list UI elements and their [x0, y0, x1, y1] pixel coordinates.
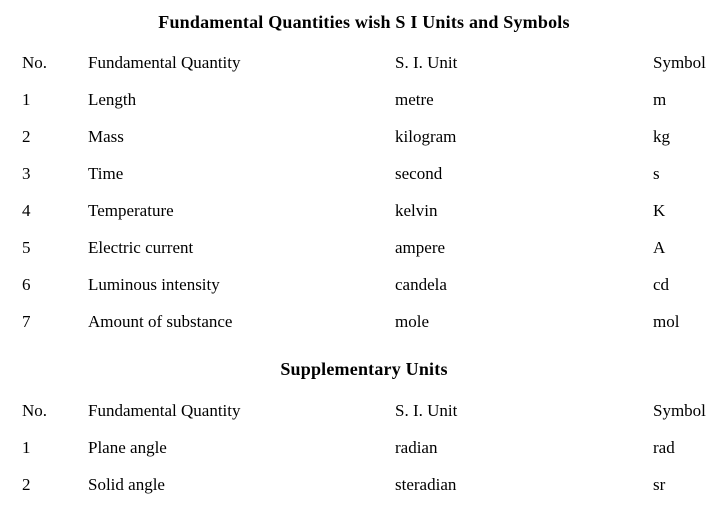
table-header-row [0, 392, 728, 429]
cell-symbol: A [653, 237, 666, 257]
cell-symbol: rad [653, 437, 675, 457]
fundamental-quantities-table [0, 44, 728, 340]
column-header-symbol: Symbol [653, 52, 706, 72]
cell-si-unit: second [395, 163, 443, 183]
cell-quantity: Length [88, 89, 137, 109]
cell-quantity: Temperature [88, 200, 174, 220]
table-row [0, 429, 728, 466]
supplementary-units-table [0, 392, 728, 503]
column-header-si-unit: S. I. Unit [395, 52, 458, 72]
cell-symbol: s [653, 163, 660, 183]
cell-si-unit: kelvin [395, 200, 438, 220]
cell-no: 6 [22, 274, 31, 294]
cell-symbol: mol [653, 311, 680, 331]
column-header-quantity: Fundamental Quantity [88, 400, 241, 420]
cell-quantity: Electric current [88, 237, 194, 257]
table-header-row [0, 44, 728, 81]
column-header-no: No. [22, 52, 48, 72]
cell-si-unit: mole [395, 311, 429, 331]
cell-quantity: Amount of substance [88, 311, 233, 331]
cell-quantity: Plane angle [88, 437, 167, 457]
column-header-si-unit: S. I. Unit [395, 400, 458, 420]
cell-si-unit: steradian [395, 474, 457, 494]
column-header-quantity: Fundamental Quantity [88, 52, 241, 72]
cell-quantity: Solid angle [88, 474, 165, 494]
table-row [0, 81, 728, 118]
cell-no: 5 [22, 237, 31, 257]
cell-quantity: Luminous intensity [88, 274, 220, 294]
table-row [0, 466, 728, 503]
cell-si-unit: radian [395, 437, 438, 457]
cell-no: 1 [22, 89, 31, 109]
cell-no: 2 [22, 126, 31, 146]
cell-si-unit: candela [395, 274, 447, 294]
cell-no: 3 [22, 163, 31, 183]
cell-quantity: Time [88, 163, 124, 183]
cell-quantity: Mass [88, 126, 124, 146]
table-row [0, 229, 728, 266]
cell-symbol: sr [653, 474, 666, 494]
cell-no: 1 [22, 437, 31, 457]
table-row [0, 118, 728, 155]
table-row [0, 266, 728, 303]
table-row [0, 303, 728, 340]
cell-symbol: m [653, 89, 667, 109]
cell-no: 7 [22, 311, 31, 331]
table-row [0, 192, 728, 229]
cell-no: 4 [22, 200, 31, 220]
column-header-symbol: Symbol [653, 400, 706, 420]
cell-symbol: K [653, 200, 666, 220]
cell-si-unit: metre [395, 89, 434, 109]
cell-no: 2 [22, 474, 31, 494]
fundamental-quantities-title: Fundamental Quantities wish S I Units and Symbols [158, 12, 570, 32]
table-row [0, 155, 728, 192]
cell-symbol: kg [653, 126, 670, 146]
column-header-no: No. [22, 400, 48, 420]
cell-si-unit: kilogram [395, 126, 457, 146]
supplementary-units-title: Supplementary Units [280, 359, 448, 379]
cell-si-unit: ampere [395, 237, 446, 257]
cell-symbol: cd [653, 274, 670, 294]
